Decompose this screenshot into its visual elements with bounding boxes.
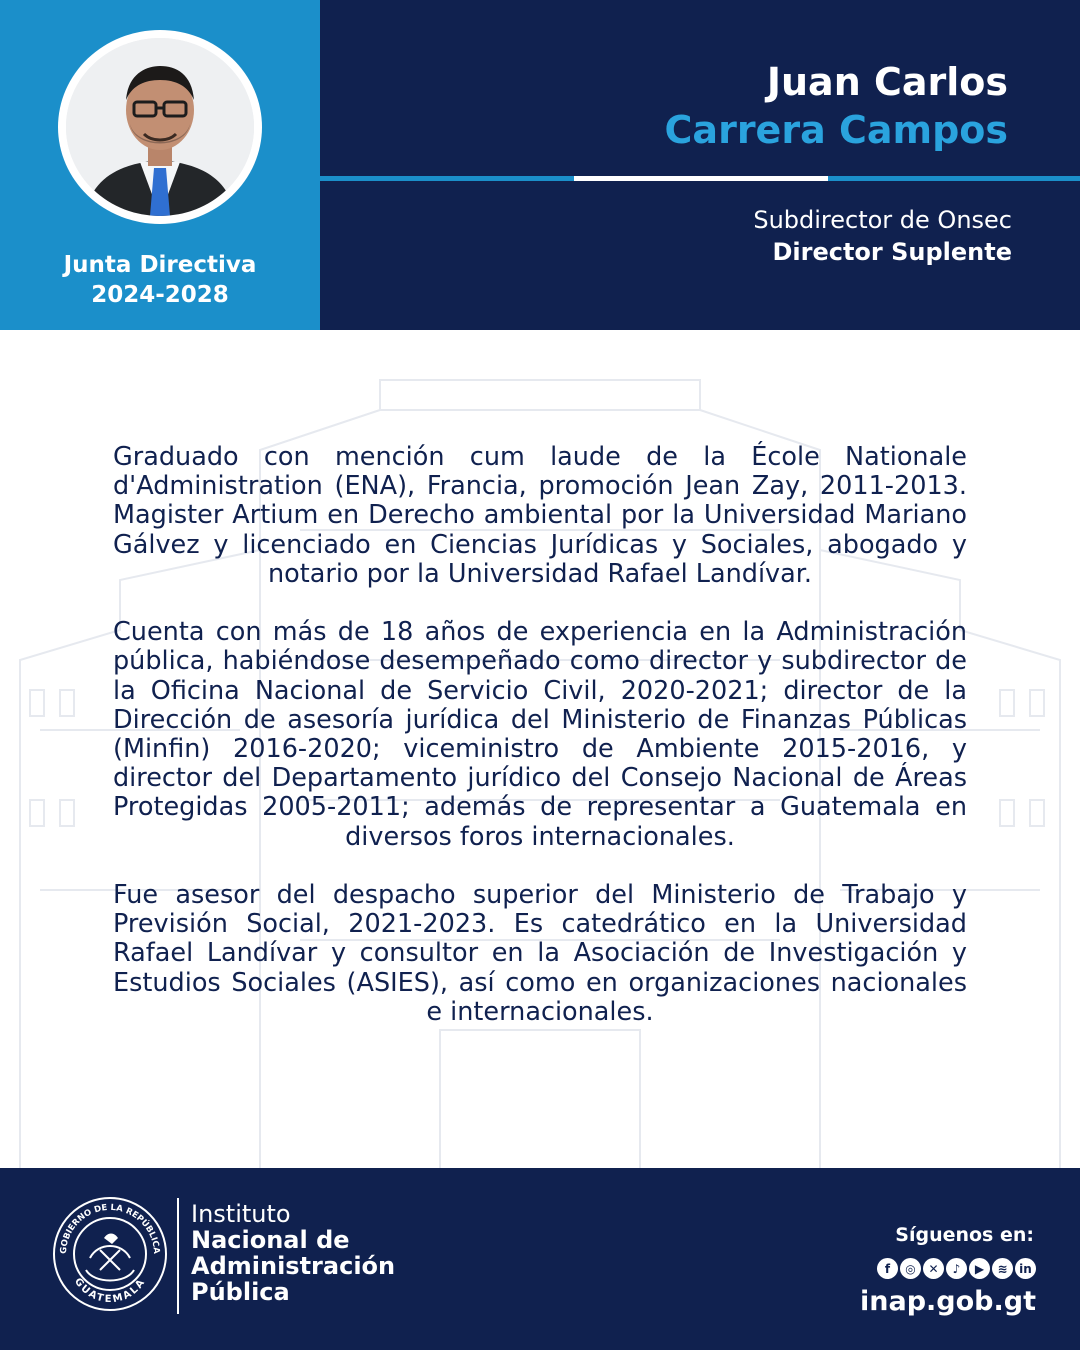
board-period: 2024-2028: [91, 282, 229, 308]
person-name: [665, 58, 1008, 154]
footer-divider: [177, 1198, 179, 1314]
profile-photo: [66, 38, 254, 216]
role-secondary: Director Suplente: [772, 238, 1012, 266]
first-name: Juan Carlos: [766, 60, 1008, 104]
follow-label: Síguenos en:: [895, 1224, 1034, 1246]
profile-panel: [0, 0, 320, 330]
institute-line: Nacional de: [191, 1226, 350, 1254]
board-label: [0, 250, 320, 310]
header: [0, 0, 1080, 330]
bio-paragraph: Graduado con mención cum laude de la École Nationale d'Administration (ENA), Francia, promoción Jean Zay, 2011-2013. Magister Artium en Derecho ambiental por la Universidad Mariano Gálvez y licenciado en Ciencias Jurídicas y Sociales, abogado y notario por la Universidad Rafael Landívar.: [113, 442, 967, 589]
institute-line: Administración: [191, 1252, 396, 1280]
bio-paragraph: Cuenta con más de 18 años de experiencia en la Administración pública, habiéndose desempeñado como director y subdirector de la Oficina Nacional de Servicio Civil, 2020-2021; director de la Dirección de asesoría jurídica del Ministerio de Finanzas Públicas (Minfin) 2016-2020; viceministro de Ambiente 2015-2016, y director del Departamento jurídico del Consejo Nacional de Áreas Protegidas 2005-2011; además de representar a Guatemala en diversos foros internacionales.: [113, 617, 967, 852]
institute-name: [191, 1201, 395, 1305]
bio-paragraph: Fue asesor del despacho superior del Ministerio de Trabajo y Previsión Social, 2021-2023. Es catedrático en la Universidad Rafael Landívar y consultor en la Asociación de Investigación y Estudios Sociales (ASIES), así como en organizaciones nacionales e internacionales.: [113, 880, 967, 1027]
role-primary: Subdirector de Onsec: [753, 206, 1012, 234]
instagram-icon[interactable]: ◎: [900, 1258, 921, 1279]
website-link[interactable]: inap.gob.gt: [860, 1286, 1036, 1317]
header-divider-accent: [574, 176, 828, 181]
x-icon[interactable]: ✕: [923, 1258, 944, 1279]
biography: [113, 443, 967, 1056]
person-roles: [753, 204, 1012, 268]
seal-text-bottom: GUATEMALA: [71, 1276, 149, 1306]
footer: [0, 1168, 1080, 1350]
profile-photo-frame: [58, 30, 262, 224]
youtube-icon[interactable]: ▶: [969, 1258, 990, 1279]
institute-line: Pública: [191, 1278, 290, 1306]
tiktok-icon[interactable]: ♪: [946, 1258, 967, 1279]
social-icons: [877, 1258, 1036, 1279]
guatemala-seal-logo: [48, 1192, 172, 1316]
name-panel: [320, 0, 1080, 330]
last-name: Carrera Campos: [664, 108, 1008, 152]
institute-line: Instituto: [191, 1200, 291, 1228]
facebook-icon[interactable]: f: [877, 1258, 898, 1279]
seal-text-top: GOBIERNO DE LA REPÚBLICA: [58, 1202, 162, 1255]
linkedin-icon[interactable]: in: [1015, 1258, 1036, 1279]
board-title: Junta Directiva: [63, 252, 257, 278]
spotify-icon[interactable]: ≋: [992, 1258, 1013, 1279]
